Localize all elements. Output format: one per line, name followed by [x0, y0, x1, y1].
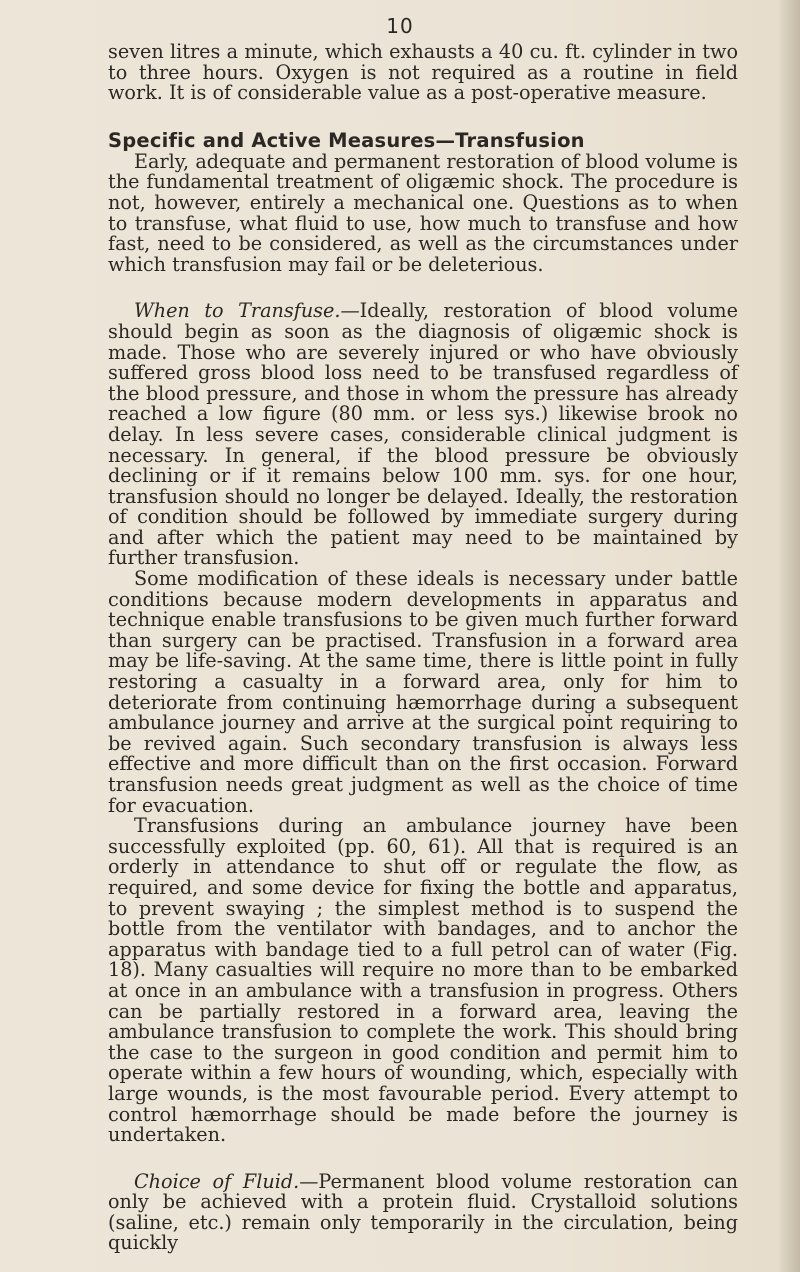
section-heading: Specific and Active Measures—Transfusion [108, 128, 585, 152]
paragraph-battle-conditions: Some modification of these ideals is necessary under battle conditions because modern developments in apparatus and technique enable transfusions to be given much further forward than surgery can be practised. Transfusion in a forward area may be life-saving. At the same time, there is little point in fully restoring a casualty in a forward area, only for him to deteriorate from continuing hæmorrhage during a subsequent ambulance journey and arrive at the surgical point requiring to be revived again. Such secondary transfusion is always less effective and more difficult than on the first occasion. Forward transfusion needs great judgment as well as the choice of time for evacuation. [108, 567, 738, 817]
page-number: 10 [386, 14, 414, 38]
paragraph-intro: seven litres a minute, which exhausts a 40 cu. ft. cylinder in two to three hours. Oxygen is not required as a routine in field work. It is of considerable value as a post-operative measure. [108, 40, 738, 105]
paragraph-restoration: Early, adequate and permanent restoration of blood volume is the fundamental treatment of oligæmic shock. The procedure is not, however, entirely a mechanical one. Questions as to when to transfuse, what fluid to use, how much to transfuse and how fast, need to be considered, as well as the circumstances under which transfusion may fail or be deleterious. [108, 149, 738, 276]
choice-text: —Permanent blood volume restoration can only be achieved with a protein fluid. Crystalloid solutions (saline, etc.) remain only temporarily in the circulation, being quickly [108, 1169, 738, 1255]
when-text: —Ideally, restoration of blood volume should begin as soon as the diagnosis of oligæmic shock is made. Those who are severely injured or who have obviously suffered gross blood loss need to be transfused regardless of the blood pressure, and those in whom the pressure has already reached a low figure (80 mm. or less sys.) likewise brook no delay. In less severe cases, considerable clinical judgment is necessary. In general, if the blood pressure be obviously declining or if it remains below 100 mm. sys. for one hour, transfusion should no longer be delayed. Ideally, the restoration of condition should be followed by immediate surgery during and after which the patient may need to be maintained by further transfusion. [108, 299, 738, 570]
paragraph-when-to-transfuse [108, 301, 738, 569]
run-in-heading-when: When to Transfuse. [134, 299, 341, 323]
run-in-heading-choice: Choice of Fluid. [134, 1169, 300, 1193]
paragraph-choice-of-fluid [108, 1169, 738, 1255]
paragraph-ambulance: Transfusions during an ambulance journey have been successfully exploited (pp. 60, 61). All that is required is an orderly in attendance to shut off or regulate the flow, as required, and some device for fixing the bottle and apparatus, to prevent swaying ; the simplest method is to suspend the bottle from the ventilator with bandages, and to anchor the apparatus with bandage tied to a full petrol can of water (Fig. 18). Many casualties will require no more than to be embarked at once in an ambulance with a transfusion in progress. Others can be partially restored in a forward area, leaving the ambulance transfusion to complete the work. This should bring the case to the surgeon in good condition and permit him to operate within a few hours of wounding, which, especially with large wounds, is the most favourable period. Every attempt to control hæmorrhage should be made before the journey is undertaken. [108, 814, 738, 1147]
page-edge-shadow [778, 0, 800, 1272]
page-body [108, 42, 738, 1254]
